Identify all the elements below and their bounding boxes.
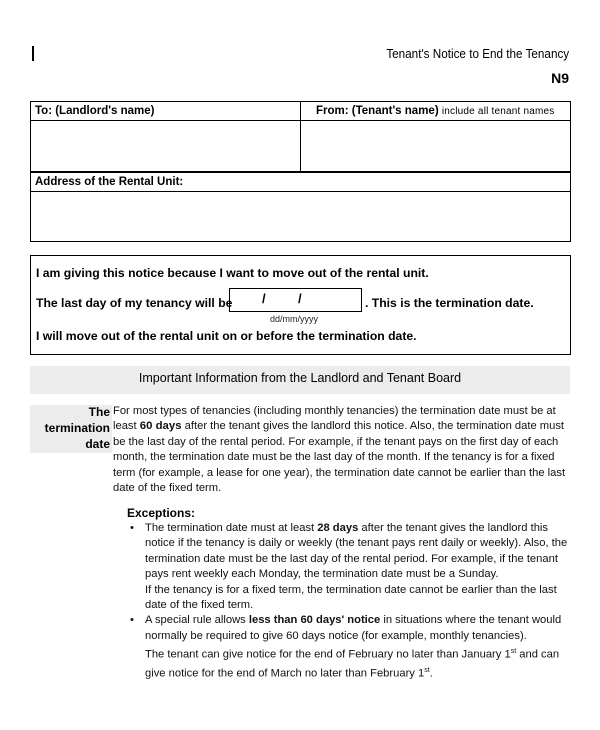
- bullet2-text-a: A special rule allows: [145, 614, 249, 627]
- bullet2-sup-2: st: [424, 667, 430, 675]
- bullet1-text-c: If the tenancy is for a fixed term, the termination date cannot be earlier than the last date of the fixed term.: [145, 583, 557, 612]
- date-separator-1: /: [262, 291, 266, 306]
- exceptions-title: Exceptions:: [127, 506, 196, 520]
- statement-line-2-prefix: The last day of my tenancy will be: [36, 296, 233, 310]
- date-format-hint: dd/mm/yyyy: [270, 314, 319, 324]
- exception-item-special-rule: • A special rule allows less than 60 days' notice in situations where the tenant would normally be required to give 60 days notice (for example, monthly tenancies). The tenant can give notice for the end of February no later than January 1st and can give notice for the end of March no later than February 1st.: [130, 614, 562, 681]
- termination-date-paragraph: [113, 404, 569, 496]
- bullet1-text-a: The termination date must at least: [145, 522, 318, 534]
- para-bold: 60 days: [139, 420, 182, 433]
- side-term-line-1: The: [88, 405, 110, 419]
- info-heading: Important Information from the Landlord and Tenant Board: [138, 371, 462, 385]
- side-term-line-2: termination: [44, 421, 110, 435]
- bullet2-text-c: The tenant can give notice for the end of February no later than January 1: [145, 648, 511, 661]
- bullet-glyph: •: [130, 522, 134, 534]
- address-field[interactable]: [31, 192, 570, 241]
- bullet1-bold: 28 days: [317, 522, 359, 534]
- statement-line-1: I am giving this notice because I want to move out of the rental unit.: [36, 266, 429, 280]
- to-landlord-field[interactable]: [31, 121, 299, 171]
- to-landlord-label: To: (Landlord's name): [35, 105, 155, 117]
- exception-item-28-days: [127, 521, 569, 613]
- bullet2-text-d: and can give notice for the end of March no later than February 1: [145, 648, 560, 681]
- termination-date-side-label: [30, 404, 110, 452]
- from-tenant-label: [316, 105, 555, 117]
- para-text-a: For most types of tenancies (including monthly tenancies) the termination date must be at least: [113, 405, 556, 433]
- address-label: Address of the Rental Unit:: [35, 176, 184, 188]
- from-tenant-hint: include all tenant names: [441, 106, 555, 117]
- bullet2-sup-1: st: [510, 648, 517, 656]
- from-tenant-field[interactable]: [301, 121, 570, 171]
- side-term-line-3: date: [85, 437, 110, 451]
- document-title: Tenant's Notice to End the Tenancy: [386, 46, 569, 61]
- text-cursor: [32, 46, 34, 61]
- termination-date-input[interactable]: [229, 288, 362, 312]
- bullet-glyph: •: [130, 614, 134, 627]
- bullet1-text-b: after the tenant gives the landlord this notice if the tenancy is daily or weekly (the tenant pays rent daily or weekly). Also, the termination date must be the last day of the rental period. For example, if the tenant pays rent weekly each Monday, the termination date must be a Sunday.: [145, 522, 568, 581]
- date-separator-2: /: [298, 291, 302, 306]
- form-code: N9: [551, 70, 569, 86]
- bullet2-bold: less than 60 days' notice: [248, 614, 381, 627]
- statement-line-3: I will move out of the rental unit on or before the termination date.: [36, 329, 417, 343]
- exceptions-list: [127, 521, 569, 683]
- para-text-b: after the tenant gives the landlord this notice. Also, the termination date must be the last day of the rental period. For example, if the tenant pays on the first day of each month, the termination date must be the last day of the month. If the tenancy is for a fixed term (for example, a lease for one year), the termination date cannot be earlier than the last date of the fixed term.: [113, 420, 566, 495]
- bullet2-text-b: in situations where the tenant would normally be required to give 60 days notice (for example, monthly tenancies).: [145, 614, 562, 642]
- from-tenant-label-text: From: (Tenant's name): [316, 105, 439, 117]
- statement-line-2-suffix: . This is the termination date.: [365, 296, 534, 310]
